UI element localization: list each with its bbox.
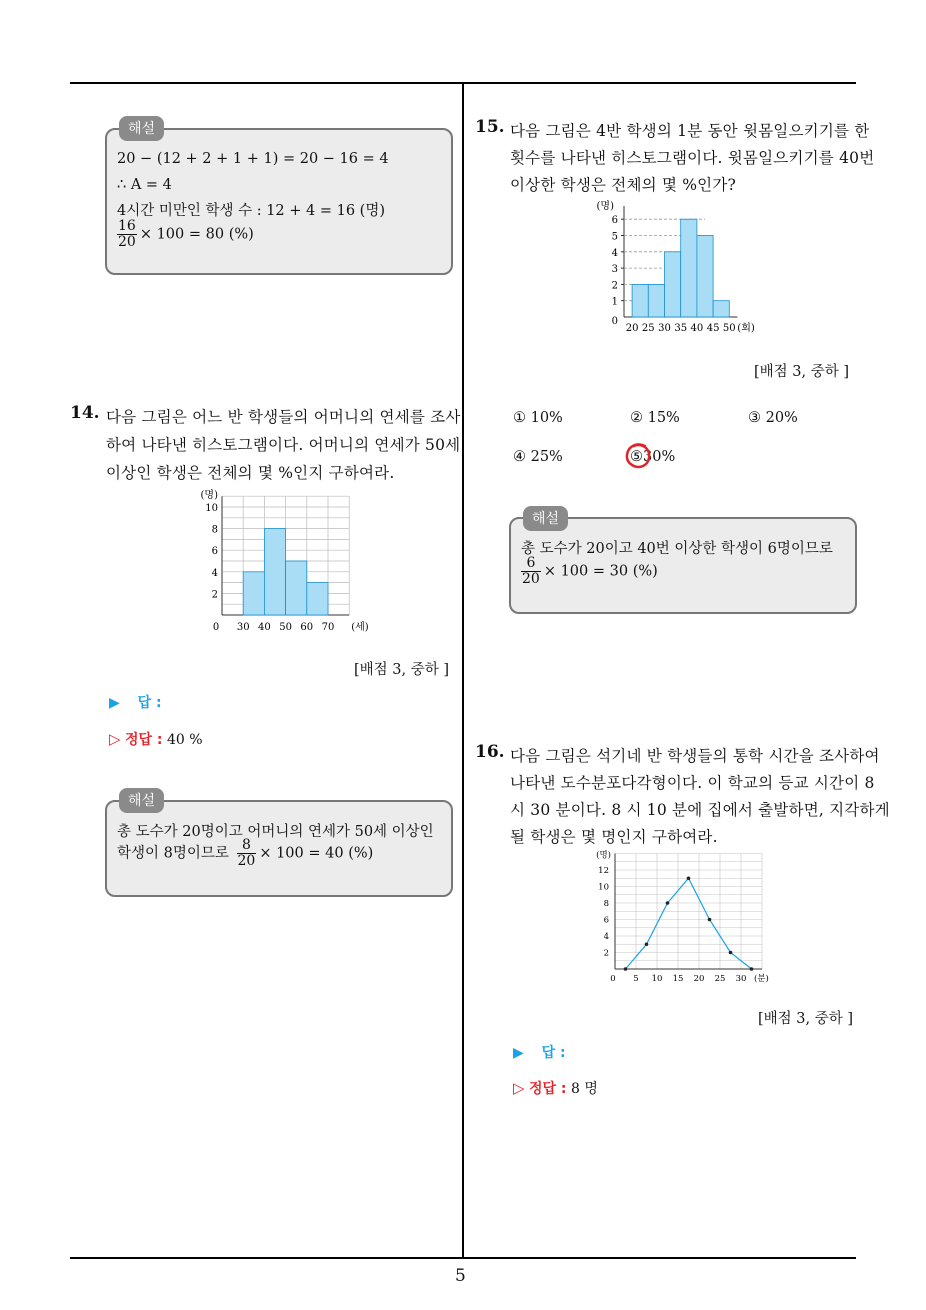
x-tick-label: 40 [690, 323, 704, 334]
question-number-16: 16. [475, 742, 505, 762]
solution-line: 4시간 미만인 학생 수 : 12 + 4 = 16 (명) [117, 203, 386, 219]
y-tick-label: 2 [603, 948, 609, 959]
y-tick-label: 3 [611, 264, 618, 276]
question-text: 하여 나타낸 히스토그램이다. 어머니의 연세가 50세 [106, 436, 461, 454]
correct-answer-row [513, 1078, 598, 1098]
x-tick-label: 35 [674, 323, 688, 334]
x-tick-label: 25 [714, 974, 726, 984]
y-tick-label: 8 [603, 899, 609, 909]
filled-triangle-icon: ▶ [513, 1045, 524, 1061]
y-tick-label: 4 [603, 932, 609, 942]
histogram-bar [632, 284, 648, 317]
x-unit-label: (세) [351, 622, 369, 633]
bottom-rule [70, 1257, 856, 1259]
option-5[interactable]: ⑤30% [630, 449, 676, 465]
x-tick-label: 40 [258, 622, 271, 633]
polygon-line [626, 878, 752, 969]
data-point [687, 876, 691, 880]
question-text: 다음 그림은 석기네 반 학생들의 통학 시간을 조사하여 [510, 747, 880, 765]
filled-triangle-icon: ▶ [109, 695, 120, 711]
y-tick-label: 10 [205, 503, 218, 514]
data-point [624, 967, 628, 971]
solution-tag: 해설 [119, 788, 164, 813]
column-divider [462, 84, 464, 1258]
answer-row [109, 692, 162, 712]
y-tick-label: 10 [598, 882, 609, 893]
outline-triangle-icon: ▷ [513, 1079, 525, 1097]
x-tick-label: 30 [658, 323, 671, 334]
x-tick-label: 50 [279, 622, 292, 633]
histogram-chart-15 [590, 196, 780, 341]
x-tick-label: 45 [706, 323, 720, 334]
x-tick-label: 30 [236, 622, 250, 633]
x-tick-label: 20 [625, 323, 639, 334]
y-tick-label: 2 [611, 280, 618, 292]
page-number: 5 [455, 1266, 466, 1286]
question-text: 나타낸 도수분포다각형이다. 이 학교의 등교 시간이 8 [510, 774, 875, 792]
x-tick-label: 60 [300, 622, 314, 633]
histogram-bar [681, 219, 697, 317]
x-unit-label: (분) [754, 974, 769, 984]
correct-label: 정답 : [529, 1081, 567, 1097]
solution-line: 20 − (12 + 2 + 1 + 1) = 20 − 16 = 4 [117, 151, 389, 167]
option-3[interactable]: ③ 20% [748, 410, 798, 426]
histogram-bar [697, 236, 713, 318]
solution-fraction-line: $\frac{6}{20}$ × 100 = 30 (%) [522, 555, 658, 587]
correct-answer-row [109, 729, 203, 749]
fraction: $\frac{16}{20}$ [118, 218, 136, 250]
x-tick-label: 0 [610, 974, 616, 984]
x-tick-label: 50 [722, 323, 736, 334]
data-point [708, 918, 712, 922]
data-point [729, 951, 733, 955]
y-tick-label: 6 [211, 546, 218, 558]
solution-fraction-line: 학생이 8명이므로 $\frac{8}{20}$ × 100 = 40 (%) [117, 837, 374, 869]
correct-circle-mark-icon [623, 441, 653, 471]
histogram-bar [713, 301, 729, 317]
solution-line: 총 도수가 20명이고 어머니의 연세가 50세 이상인 [117, 824, 434, 840]
question-number-14: 14. [70, 403, 100, 423]
fraction: $\frac{8}{20}$ [237, 837, 256, 869]
x-tick-label: 10 [651, 974, 663, 984]
histogram-chart-14 [190, 480, 380, 640]
y-unit-label: (명) [596, 201, 614, 212]
solution-line: 총 도수가 20이고 40번 이상한 학생이 6명이므로 [521, 541, 833, 557]
x-unit-label: (회) [737, 323, 755, 334]
y-tick-label: 0 [611, 316, 618, 327]
y-tick-label: 4 [211, 567, 218, 579]
histogram-bar [286, 561, 307, 615]
answer-row [513, 1042, 566, 1062]
solution-tag: 해설 [119, 116, 164, 141]
question-text: 횟수를 나타낸 히스토그램이다. 윗몸일으키기를 40번 [510, 149, 875, 167]
question-text: 이상한 학생은 전체의 몇 %인가? [510, 176, 737, 194]
y-tick-label: 6 [611, 215, 618, 227]
question-text: 다음 그림은 4반 학생의 1분 동안 윗몸일으키기를 한 [510, 122, 870, 140]
correct-value: 8 명 [570, 1081, 598, 1097]
solution-tag: 해설 [523, 506, 568, 531]
correct-value: 40 % [166, 732, 203, 748]
fraction: $\frac{6}{20}$ [522, 555, 540, 587]
y-tick-label: 6 [603, 915, 609, 926]
histogram-bar [264, 529, 285, 615]
histogram-bar [243, 572, 264, 615]
x-tick-label: 70 [321, 622, 335, 633]
option-2[interactable]: ② 15% [630, 410, 680, 426]
x-tick-label: 30 [735, 974, 747, 984]
solution-line: ∴ A = 4 [117, 177, 172, 193]
y-tick-label: 4 [611, 247, 618, 259]
y-tick-label: 2 [211, 589, 218, 601]
score-meta: [배점 3, 중하 ] [754, 364, 850, 380]
histogram-bar [648, 284, 664, 317]
x-tick-label: 15 [672, 974, 684, 984]
option-1[interactable]: ① 10% [513, 410, 563, 426]
x-tick-label: 20 [693, 974, 705, 984]
question-text: 시 30 분이다. 8 시 10 분에 집에서 출발하면, 지각하게 [510, 801, 890, 819]
data-point [666, 901, 670, 905]
y-tick-label: 8 [211, 524, 218, 536]
y-unit-label: (명) [596, 850, 611, 861]
histogram-bar [307, 583, 328, 615]
data-point [645, 942, 649, 946]
x-tick-label: 5 [633, 974, 639, 984]
y-tick-label: 5 [611, 231, 618, 243]
frequency-polygon-chart-16 [590, 848, 780, 988]
option-4[interactable]: ④ 25% [513, 449, 563, 465]
question-text: 다음 그림은 어느 반 학생들의 어머니의 연세를 조사 [106, 408, 461, 426]
y-unit-label: (명) [200, 490, 218, 502]
correct-label: 정답 : [125, 732, 163, 748]
score-meta: [배점 3, 중하 ] [758, 1011, 854, 1027]
x-tick-label: 0 [212, 622, 220, 633]
question-text: 될 학생은 몇 명인지 구하여라. [510, 828, 718, 846]
solution-fraction-line: $\frac{16}{20}$ × 100 = 80 (%) [118, 218, 254, 250]
question-text: 이상인 학생은 전체의 몇 %인지 구하여라. [106, 464, 395, 482]
question-number-15: 15. [475, 117, 505, 137]
score-meta: [배점 3, 중하 ] [354, 662, 450, 678]
answer-label: 답 : [137, 695, 162, 711]
answer-label: 답 : [541, 1045, 566, 1061]
x-tick-label: 25 [641, 323, 655, 334]
data-point [750, 967, 754, 971]
y-tick-label: 1 [611, 296, 618, 308]
y-tick-label: 12 [598, 866, 609, 876]
outline-triangle-icon: ▷ [109, 730, 121, 748]
histogram-bar [665, 252, 681, 317]
